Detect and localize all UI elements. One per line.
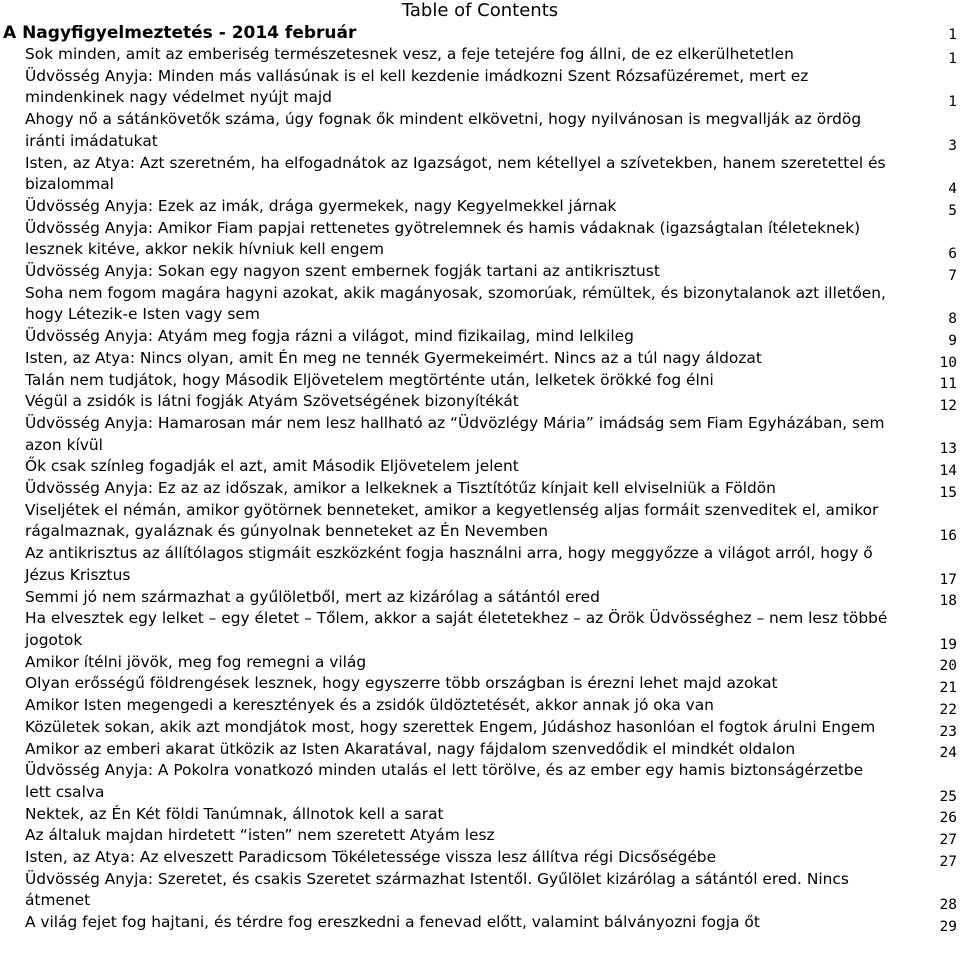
toc-entry-title: Talán nem tudjátok, hogy Második Eljövetelem megtörténte után, lelketek örökké fog élni	[25, 370, 714, 389]
toc-entry-title: Üdvösség Anyja: Ezek az imák, drága gyermekek, nagy Kegyelmekkel járnak	[25, 196, 617, 215]
toc-entry[interactable]	[0, 869, 957, 912]
toc-entry-title: Üdvösség Anyja: Minden más vallásúnak is el kell kezdenie imádkozni Szent Rózsafüzéremet, mert ez mindenkinek nagy védelmet nyújt majd	[25, 66, 809, 107]
toc-entry[interactable]	[0, 673, 957, 695]
toc-entry[interactable]	[0, 500, 957, 543]
page-number: 14	[939, 463, 957, 480]
toc-entry[interactable]	[0, 348, 957, 370]
page-number: 7	[948, 267, 957, 284]
section-heading: A Nagyfigyelmeztetés - 2014 február	[3, 23, 357, 43]
toc-entry[interactable]	[0, 652, 957, 674]
page-number: 27	[939, 853, 957, 870]
toc-entry-title: Amikor Isten megengedi a keresztények és a zsidók üldöztetését, akkor annak jó oka van	[25, 696, 714, 715]
page-number: 5	[948, 202, 957, 219]
toc-entry-title: Az általuk majdan hirdetett “isten” nem szeretett Atyám lesz	[25, 826, 495, 845]
page-number: 16	[939, 528, 957, 545]
toc-entry[interactable]	[0, 261, 957, 283]
page-number: 23	[939, 723, 957, 740]
page-number: 29	[939, 918, 957, 935]
toc-entry-title: A világ fejet fog hajtani, és térdre fog ereszkedni a fenevad előtt, valamint bálványozni fogja őt	[25, 913, 760, 932]
toc-entry-title: Végül a zsidók is látni fogják Atyám Szövetségének bizonyítékát	[25, 392, 519, 411]
toc-entry-title: Üdvösség Anyja: Atyám meg fogja rázni a világot, mind fizikailag, mind lelkileg	[25, 327, 634, 346]
toc-entry[interactable]	[0, 153, 957, 196]
toc-entry-title: Üdvösség Anyja: Amikor Fiam papjai rettenetes gyötrelemnek és hamis vádaknak (igazságtalan ítéleteknek) lesznek kitéve, akkor nekik hívniuk kell engem	[25, 218, 861, 259]
toc-entry[interactable]	[0, 370, 957, 392]
section-heading-row[interactable]	[3, 22, 957, 44]
toc-entry[interactable]	[0, 847, 957, 869]
toc-entry[interactable]	[0, 587, 957, 609]
toc-title: Table of Contents	[401, 0, 559, 21]
page-number: 21	[939, 680, 957, 697]
toc-entry[interactable]	[0, 543, 957, 586]
page-number: 28	[939, 897, 957, 914]
toc-entry-title: Üdvösség Anyja: Szeretet, és csakis Szeretet származhat Istentől. Gyűlölet kizárólag a sátántól ered. Nincs átmenet	[25, 869, 849, 910]
page-number: 25	[939, 788, 957, 805]
page-number: 9	[948, 332, 957, 349]
toc-entry[interactable]	[0, 44, 957, 66]
page-number: 6	[948, 246, 957, 263]
toc-entry-title: Üdvösség Anyja: A Pokolra vonatkozó minden utalás el lett törölve, és az ember egy hamis biztonságérzetbe lett csalva	[25, 761, 864, 801]
page-number: 19	[939, 636, 957, 653]
toc-entry-title: Sok minden, amit az emberiség természetesnek vesz, a feje tetejére fog állni, de ez elkerülhetetlen	[25, 45, 794, 63]
page-number: 3	[948, 137, 957, 154]
page-number: 8	[948, 311, 957, 328]
toc-entry-title: Közületek sokan, akik azt mondjátok most, hogy szerettek Engem, Júdáshoz hasonlóan el fogtok árulni Engem	[25, 717, 876, 736]
page-number: 10	[939, 354, 957, 371]
page-number: 1	[948, 94, 957, 111]
toc-entry[interactable]	[0, 760, 957, 803]
toc-entry-title: Üdvösség Anyja: Sokan egy nagyon szent embernek fogják tartani az antikrisztust	[25, 262, 660, 281]
page-number: 12	[939, 397, 957, 414]
page-number: 1	[948, 50, 957, 67]
toc-entry[interactable]	[0, 218, 957, 261]
toc-entry-title: Üdvösség Anyja: Ez az az időszak, amikor a lelkeknek a Tisztítótűz kínjait kell elviselniük a Földön	[25, 479, 776, 498]
toc-entry[interactable]	[0, 196, 957, 218]
toc-entry-title: Soha nem fogom magára hagyni azokat, akik magányosak, szomorúak, rémültek, és bizonytalanok azt illetően, hogy Létezik-e Isten vagy sem	[25, 283, 886, 324]
toc-entry-title: Ahogy nő a sátánkövetők száma, úgy fognak ők mindent elkövetni, hogy nyilvánosan is megvallják az ördög iránti imádatukat	[25, 110, 862, 150]
toc-entry[interactable]	[0, 478, 957, 500]
toc-entries	[0, 44, 960, 934]
toc-entry-title: Viseljétek el némán, amikor gyötörnek benneteket, amikor a kegyetlenség aljas formáit szenveditek el, amikor rágalmaznak, gyaláznak és gúnyolnak benneteket az Én Nevemben	[25, 500, 879, 541]
toc-entry[interactable]	[0, 413, 957, 456]
toc-entry[interactable]	[0, 283, 957, 326]
toc-entry-title: Amikor ítélni jövök, meg fog remegni a világ	[25, 652, 367, 671]
page-number: 22	[939, 701, 957, 718]
toc-entry[interactable]	[0, 109, 957, 152]
page-number: 20	[939, 658, 957, 675]
page-number: 1	[948, 27, 957, 43]
toc-entry-title: Isten, az Atya: Az elveszett Paradicsom Tökéletessége vissza lesz állítva régi Dicsőségébe	[25, 848, 717, 867]
page-number: 15	[939, 484, 957, 501]
toc-entry-title: Isten, az Atya: Azt szeretném, ha elfogadnátok az Igazságot, nem kétellyel a szívetekben, hanem szeretettel és bizalommal	[25, 153, 886, 194]
toc-entry-title: Ők csak színleg fogadják el azt, amit Második Eljövetelem jelent	[25, 457, 519, 476]
toc-entry[interactable]	[0, 456, 957, 478]
page-number: 13	[939, 441, 957, 458]
page-number: 24	[939, 745, 957, 762]
toc-entry[interactable]	[0, 66, 957, 109]
toc-entry[interactable]	[0, 608, 957, 651]
toc-entry[interactable]	[0, 695, 957, 717]
toc-entry-title: Üdvösség Anyja: Hamarosan már nem lesz hallható az “Üdvözlégy Mária” imádság sem Fiam Egyházában, sem azon kívül	[25, 413, 885, 454]
page-number: 26	[939, 810, 957, 827]
page-number: 11	[939, 376, 957, 393]
page-number: 17	[939, 571, 957, 588]
toc-entry[interactable]	[0, 825, 957, 847]
toc-entry[interactable]	[0, 912, 957, 934]
toc-entry[interactable]	[0, 717, 957, 739]
toc-entry[interactable]	[0, 804, 957, 826]
page-number: 4	[948, 180, 957, 197]
toc-entry[interactable]	[0, 326, 957, 348]
toc-entry-title: Olyan erősségű földrengések lesznek, hogy egyszerre több országban is érezni lehet majd azokat	[25, 674, 778, 693]
toc-entry-title: Az antikrisztus az állítólagos stigmáit eszközként fogja használni arra, hogy meggyőzze a világot arról, hogy ő Jézus Krisztus	[25, 544, 873, 584]
toc-entry-title: Semmi jó nem származhat a gyűlöletből, mert az kizárólag a sátántól ered	[25, 587, 600, 606]
toc-entry-title: Amikor az emberi akarat ütközik az Isten Akaratával, nagy fájdalom szenvedődik el mindkét oldalon	[25, 739, 796, 758]
page-number: 27	[939, 832, 957, 849]
toc-entry-title: Ha elvesztek egy lelket – egy életet – Tőlem, akkor a saját életetekhez – az Örök Üdvösséghez – nem lesz többé jogotok	[25, 609, 888, 649]
toc-entry[interactable]	[0, 739, 957, 761]
toc-entry-title: Nektek, az Én Két földi Tanúmnak, állnotok kell a sarat	[25, 804, 444, 823]
page-number: 18	[939, 593, 957, 610]
toc-entry-title: Isten, az Atya: Nincs olyan, amit Én meg ne tennék Gyermekeimért. Nincs az a túl nagy áldozat	[25, 348, 762, 367]
toc-entry[interactable]	[0, 391, 957, 413]
